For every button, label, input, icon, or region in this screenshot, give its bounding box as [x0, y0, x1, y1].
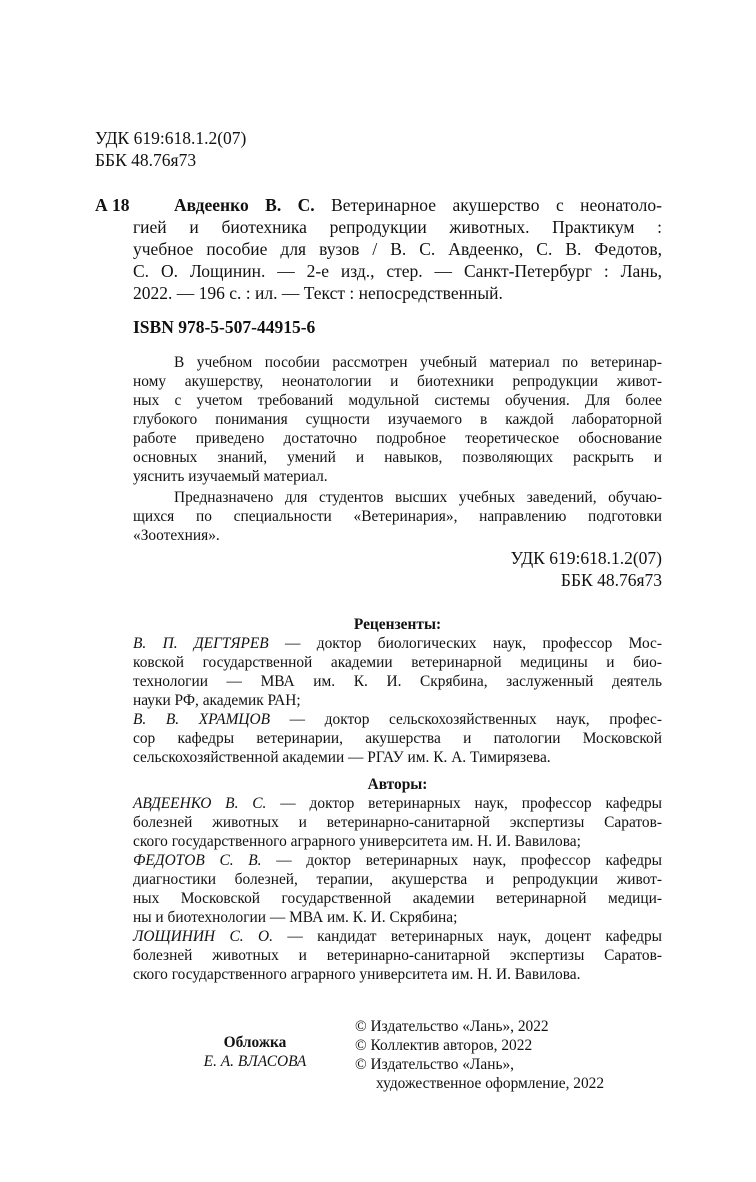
copyright-line: © Коллектив авторов, 2022 [355, 1037, 533, 1054]
annotation-line: щихся по специальности «Ветеринария», направлению подготовки [133, 508, 662, 525]
bbk-code-footer: ББК 48.76я73 [560, 570, 662, 590]
cover-label: Обложка [223, 1034, 287, 1051]
annotation-line: Предназначено для студентов высших учебных заведений, обучаю- [174, 489, 662, 506]
author-line: ского государственного аграрного университета им. Н. И. Вавилова. [133, 966, 581, 983]
author-sign: А 18 [95, 195, 130, 215]
author-line: ных Московской государственной академии ветеринарной медици- [133, 890, 662, 907]
reviewer-name: В. П. ДЕГТЯРЕВ [133, 635, 269, 652]
author-text: — доктор ветеринарных наук, профессор кафедры [261, 852, 663, 869]
author-name: АВДЕЕНКО В. С. [133, 795, 267, 812]
biblio-line-4: С. О. Лощинин. — 2-е изд., стер. — Санкт-Петербург : Лань, [133, 261, 662, 281]
copyright-line: © Издательство «Лань», [355, 1056, 515, 1073]
cover-artist: Е. А. ВЛАСОВА [203, 1053, 307, 1070]
biblio-line-2: гией и биотехника репродукции животных. Практикум : [133, 217, 662, 237]
reviewer-line: сельскохозяйственной академии — РГАУ им. К. А. Тимирязева. [133, 749, 551, 766]
author-line [133, 927, 662, 946]
annotation-line: «Зоотехния». [133, 527, 220, 544]
annotation-line: В учебном пособии рассмотрен учебный материал по ветеринар- [174, 354, 662, 371]
author-line [133, 851, 662, 870]
bbk-code: ББК 48.76я73 [95, 150, 197, 170]
author-line: ны и биотехнологии — МВА им. К. И. Скрябина; [133, 909, 458, 926]
reviewer-line: ковской государственной академии ветеринарной медицины и био- [133, 654, 662, 671]
author-line: диагностики болезней, терапии, акушерства и репродукции живот- [133, 871, 662, 888]
annotation-line: работе приведено достаточно подробное теоретическое обоснование [133, 430, 662, 447]
reviewer-text: — доктор сельскохозяйственных наук, профес- [270, 711, 662, 728]
annotation-line: основных знаний, умений и навыков, позволяющих раскрыть и [133, 449, 662, 466]
annotation-line: ному акушерству, неонатологии и биотехники репродукции живот- [133, 373, 662, 390]
isbn: ISBN 978-5-507-44915-6 [133, 317, 316, 337]
author-text: — кандидат ветеринарных наук, доцент кафедры [272, 928, 662, 945]
copyright-line: © Издательство «Лань», 2022 [355, 1018, 549, 1035]
author-name: ЛОЩИНИН С. О. [133, 928, 273, 945]
author-line: болезней животных и ветеринарно-санитарной экспертизы Саратов- [133, 947, 662, 964]
author-line: ского государственного аграрного университета им. Н. И. Вавилова; [133, 833, 581, 850]
biblio-author: Авдеенко В. С. [174, 195, 315, 215]
udk-code-footer: УДК 619:618.1.2(07) [510, 548, 662, 568]
reviewer-line: сор кафедры ветеринарии, акушерства и патологии Московской [133, 730, 662, 747]
reviewer-name: В. В. ХРАМЦОВ [133, 711, 271, 728]
annotation-line: ных с учетом требований модульной системы обучения. Для более [133, 392, 662, 409]
udk-code: УДК 619:618.1.2(07) [95, 128, 247, 148]
reviewer-line: технологии — МВА им. К. И. Скрябина, заслуженный деятель [133, 673, 662, 690]
annotation-line: глубокого понимания сущности изучаемого в каждой лабораторной [133, 411, 662, 428]
author-line: болезней животных и ветеринарно-санитарной экспертизы Саратов- [133, 814, 662, 831]
reviewer-text: — доктор биологических наук, профессор Мос- [268, 635, 662, 652]
biblio-line-1-text: Ветеринарное акушерство с неонатоло- [331, 195, 662, 215]
copyright-line: художественное оформление, 2022 [376, 1075, 605, 1092]
reviewer-line: науки РФ, академик РАН; [133, 692, 301, 709]
author-text: — доктор ветеринарных наук, профессор кафедры [266, 795, 662, 812]
annotation-line: уяснить изучаемый материал. [133, 468, 328, 485]
biblio-line-1 [174, 194, 662, 216]
reviewer-line [133, 710, 662, 729]
author-name: ФЕДОТОВ С. В. [133, 852, 262, 869]
biblio-line-5: 2022. — 196 с. : ил. — Текст : непосредственный. [133, 283, 503, 303]
reviewers-heading: Рецензенты: [353, 616, 442, 633]
biblio-line-3: учебное пособие для вузов / В. С. Авдеенко, С. В. Федотов, [133, 239, 662, 259]
reviewer-line [133, 634, 662, 653]
author-line [133, 794, 662, 813]
authors-heading: Авторы: [367, 776, 428, 793]
